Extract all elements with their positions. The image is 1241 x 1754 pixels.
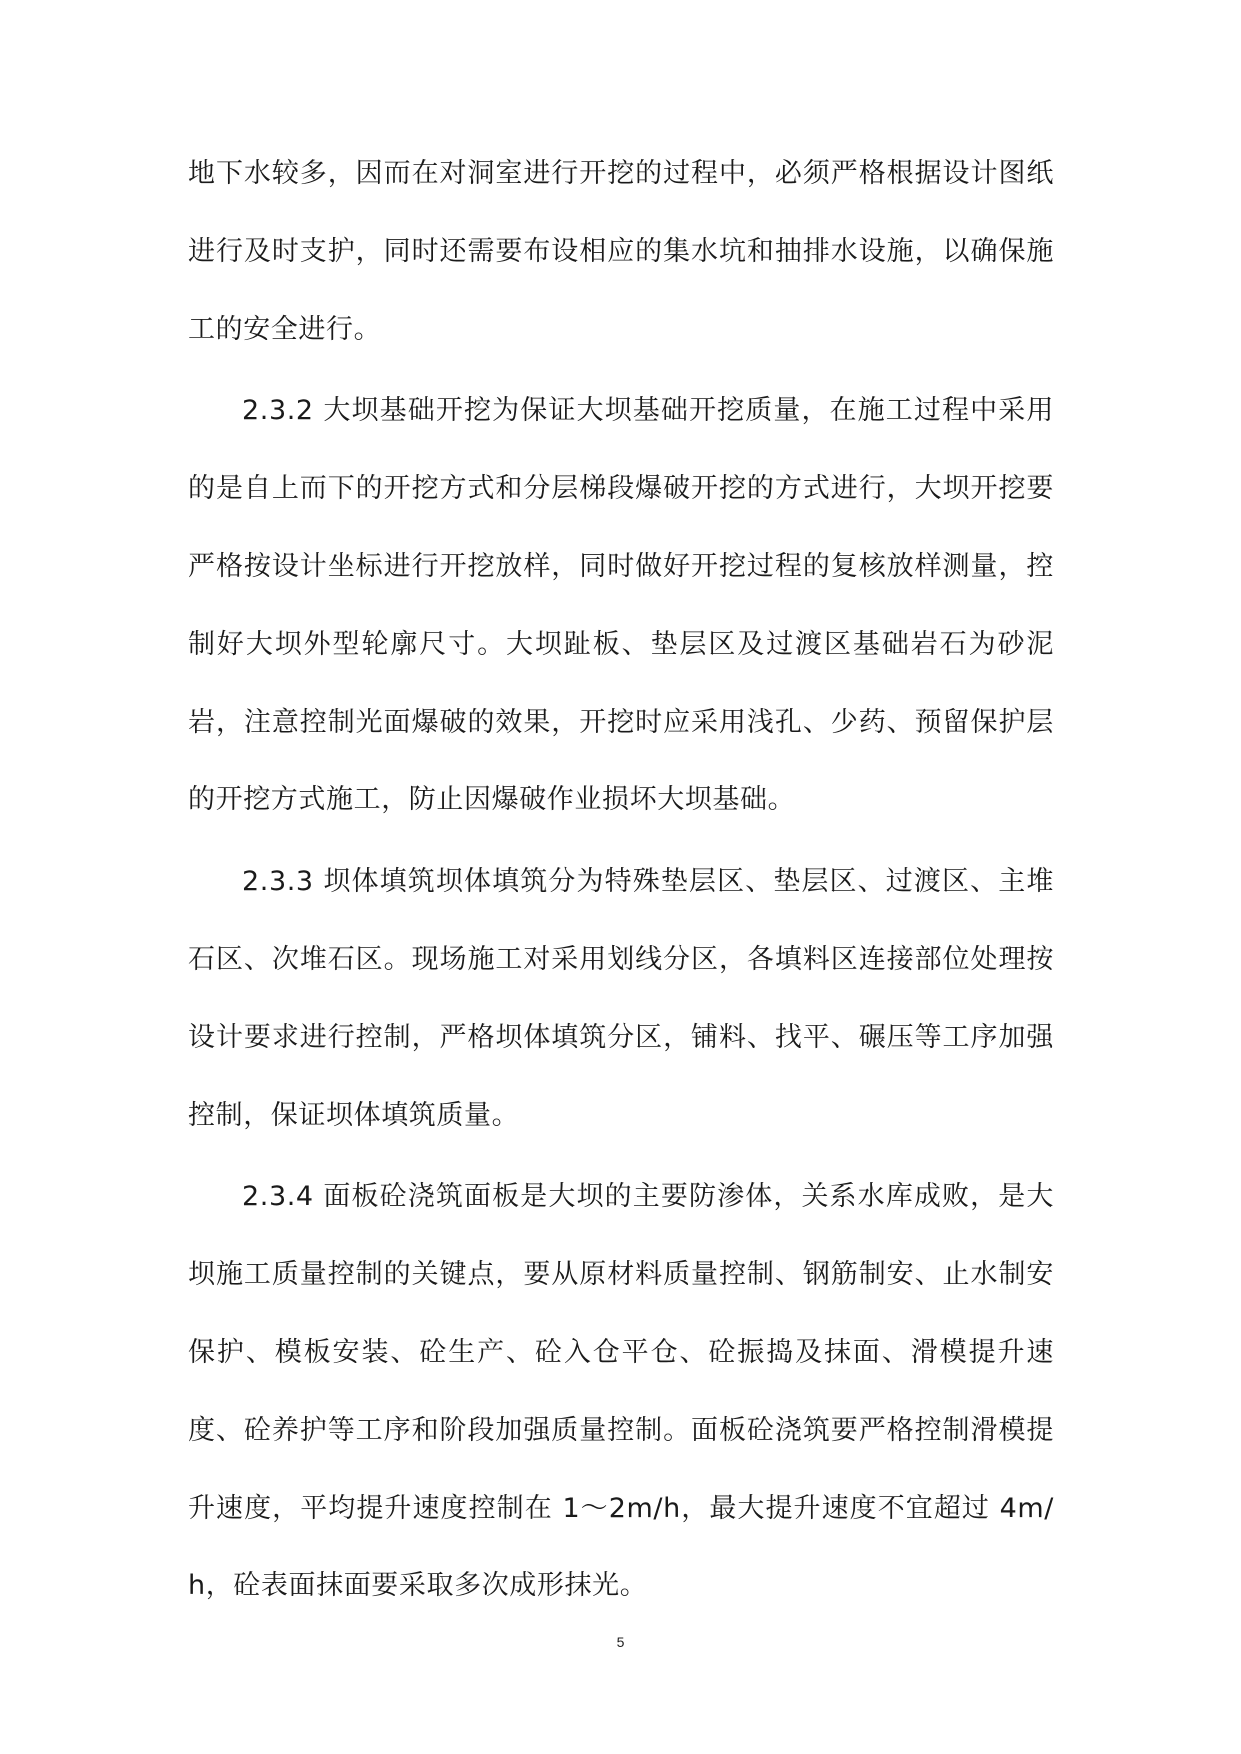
page-number: 5 — [616, 1634, 625, 1650]
paragraph-section-2-3-2: 2.3.2 大坝基础开挖为保证大坝基础开挖质量，在施工过程中采用的是自上而下的开挖方式和分层梯段爆破开挖的方式进行，大坝开挖要严格按设计坐标进行开挖放样，同时做好开挖过程的复核放样测量，控制好大坝外型轮廓尺寸。大坝趾板、垫层区及过渡区基础岩石为砂泥岩，注意控制光面爆破的效果，开挖时应采用浅孔、少药、预留保护层的开挖方式施工，防止因爆破作业损坏大坝基础。 — [188, 395, 1054, 816]
document-body — [188, 135, 1054, 1629]
paragraph-section-2-3-4: 2.3.4 面板砼浇筑面板是大坝的主要防渗体，关系水库成败，是大坝施工质量控制的关键点，要从原材料质量控制、钢筋制安、止水制安保护、模板安装、砼生产、砼入仓平仓、砼振捣及抹面、滑模提升速度、砼养护等工序和阶段加强质量控制。面板砼浇筑要严格控制滑模提升速度，平均提升速度控制在 1～2m/h，最大提升速度不宜超过 4m/h，砼表面抹面要采取多次成形抹光。 — [188, 1181, 1054, 1602]
paragraph-continuation: 地下水较多，因而在对洞室进行开挖的过程中，必须严格根据设计图纸进行及时支护，同时还需要布设相应的集水坑和抽排水设施，以确保施工的安全进行。 — [188, 158, 1054, 345]
paragraph-section-2-3-3: 2.3.3 坝体填筑坝体填筑分为特殊垫层区、垫层区、过渡区、主堆石区、次堆石区。现场施工对采用划线分区，各填料区连接部位处理按设计要求进行控制，严格坝体填筑分区，铺料、找平、碾压等工序加强控制，保证坝体填筑质量。 — [188, 866, 1054, 1131]
